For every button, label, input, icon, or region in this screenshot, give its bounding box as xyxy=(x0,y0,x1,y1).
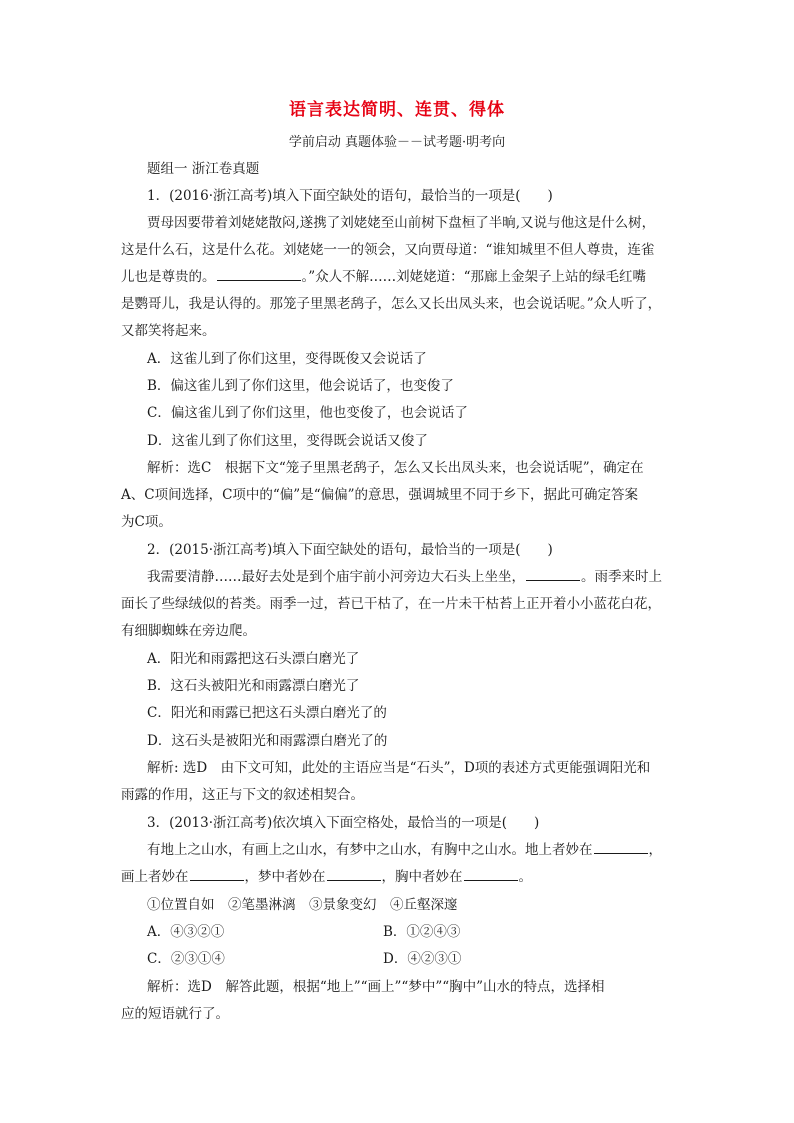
q1-analysis-line: A、C项间选择，C项中的“偏”是“偏偏”的意思，强调城里不同于乡下，据此可确定答案 xyxy=(121,487,639,503)
question-1-stem: 1．(2016·浙江高考)填入下面空缺处的语句，最恰当的一项是( ) xyxy=(147,188,553,204)
q2-analysis-line: 解析: 选D 由下文可知，此处的主语应当是“石头”，D项的表述方式更能强调阳光和 xyxy=(147,760,651,776)
q1-option-b: B．偏这雀儿到了你们这里，他会说话了，也变俊了 xyxy=(147,378,454,394)
q2-option-a: A．阳光和雨露把这石头漂白磨光了 xyxy=(147,651,360,667)
q1-option-a: A．这雀儿到了你们这里，变得既俊又会说话了 xyxy=(147,351,427,367)
q1-option-d: D．这雀儿到了你们这里，变得既会说话又俊了 xyxy=(147,433,428,449)
q3-choice-list: ①位置自如 ②笔墨淋漓 ③景象变幻 ④丘壑深邃 xyxy=(147,897,458,913)
q1-passage-line: 贾母因要带着刘姥姥散闷,遂携了刘姥姥至山前树下盘桓了半晌,又说与他这是什么树， xyxy=(147,215,656,231)
q1-analysis-line: 解析：选C 根据下文“笼子里黑老鸹子，怎么又长出凤头来，也会说话呢”，确定在 xyxy=(147,460,644,476)
q1-analysis-line: 为C项。 xyxy=(121,514,172,530)
q2-passage-text: 。雨季来时上 xyxy=(581,569,662,585)
q2-passage-text: 我需要清静……最好去处是到个庙宇前小河旁边大石头上坐坐， xyxy=(147,569,525,585)
answer-blank xyxy=(327,868,381,881)
answer-blank xyxy=(217,268,301,281)
q3-passage-text: 画上者妙在 xyxy=(121,869,189,885)
q3-passage-text: 。 xyxy=(518,869,532,885)
q1-passage-text: 。”众人不解……刘姥姥道：“那廊上金架子上站的绿毛红嘴 xyxy=(301,269,647,285)
q3-passage-line xyxy=(147,841,662,859)
q2-option-d: D．这石头是被阳光和雨露漂白磨光了的 xyxy=(147,733,388,749)
q2-option-b: B．这石头被阳光和雨露漂白磨光了 xyxy=(147,678,360,694)
q2-passage-line: 有细脚蜘蛛在旁边爬。 xyxy=(121,623,256,639)
page-title: 语言表达简明、连贯、得体 xyxy=(289,100,505,120)
group-heading: 题组一 浙江卷真题 xyxy=(147,161,260,177)
q2-option-c: C．阳光和雨露已把这石头漂白磨光了的 xyxy=(147,705,387,721)
q3-passage-text: ，梦中者妙在 xyxy=(244,869,326,885)
q2-passage-line: 面长了些绿绒似的苔类。雨季一过，苔已干枯了，在一片未干枯苔上正开着小小蓝花白花， xyxy=(121,596,661,612)
q1-passage-text: 儿也是尊贵的。 xyxy=(121,269,216,285)
q3-analysis-line: 应的短语就行了。 xyxy=(121,1006,229,1022)
q3-passage-text: ， xyxy=(648,842,662,858)
q1-passage-line: 是鹦哥儿，我是认得的。那笼子里黑老鸹子，怎么又长出凤头来，也会说话呢。”众人听了， xyxy=(121,296,662,312)
question-2-stem: 2．(2015·浙江高考)填入下面空缺处的语句，最恰当的一项是( ) xyxy=(147,542,553,558)
q3-passage-line xyxy=(121,868,532,886)
q3-passage-text: 有地上之山水，有画上之山水，有梦中之山水，有胸中之山水。地上者妙在 xyxy=(147,842,593,858)
q3-option-b: B．①②④③ xyxy=(383,924,461,940)
answer-blank xyxy=(190,868,244,881)
q2-passage-line xyxy=(147,568,662,586)
q3-option-a: A．④③②① xyxy=(147,924,225,940)
q3-analysis-line: 解析：选D 解答此题，根据“地上”“画上”“梦中”“胸中”山水的特点，选择相 xyxy=(147,979,605,995)
q3-passage-text: ，胸中者妙在 xyxy=(381,869,463,885)
answer-blank xyxy=(594,841,648,854)
q1-passage-line xyxy=(121,268,646,286)
q3-option-d: D．④②③① xyxy=(383,951,462,967)
answer-blank xyxy=(526,568,580,581)
q3-option-c: C．②③①④ xyxy=(147,951,225,967)
q1-passage-line: 又都笑将起来。 xyxy=(121,323,216,339)
page-subtitle: 学前启动 真题体验－－试考题·明考向 xyxy=(288,135,506,150)
question-3-stem: 3．(2013·浙江高考)依次填入下面空格处，最恰当的一项是( ) xyxy=(147,815,540,831)
answer-blank xyxy=(464,868,518,881)
q2-analysis-line: 雨露的作用，这正与下文的叙述相契合。 xyxy=(121,787,364,803)
q1-passage-line: 这是什么石，这是什么花。刘姥姥一一的领会，又向贾母道：“谁知城里不但人尊贵，连雀 xyxy=(121,242,655,258)
q1-option-c: C．偏这雀儿到了你们这里，他也变俊了，也会说话了 xyxy=(147,405,468,421)
